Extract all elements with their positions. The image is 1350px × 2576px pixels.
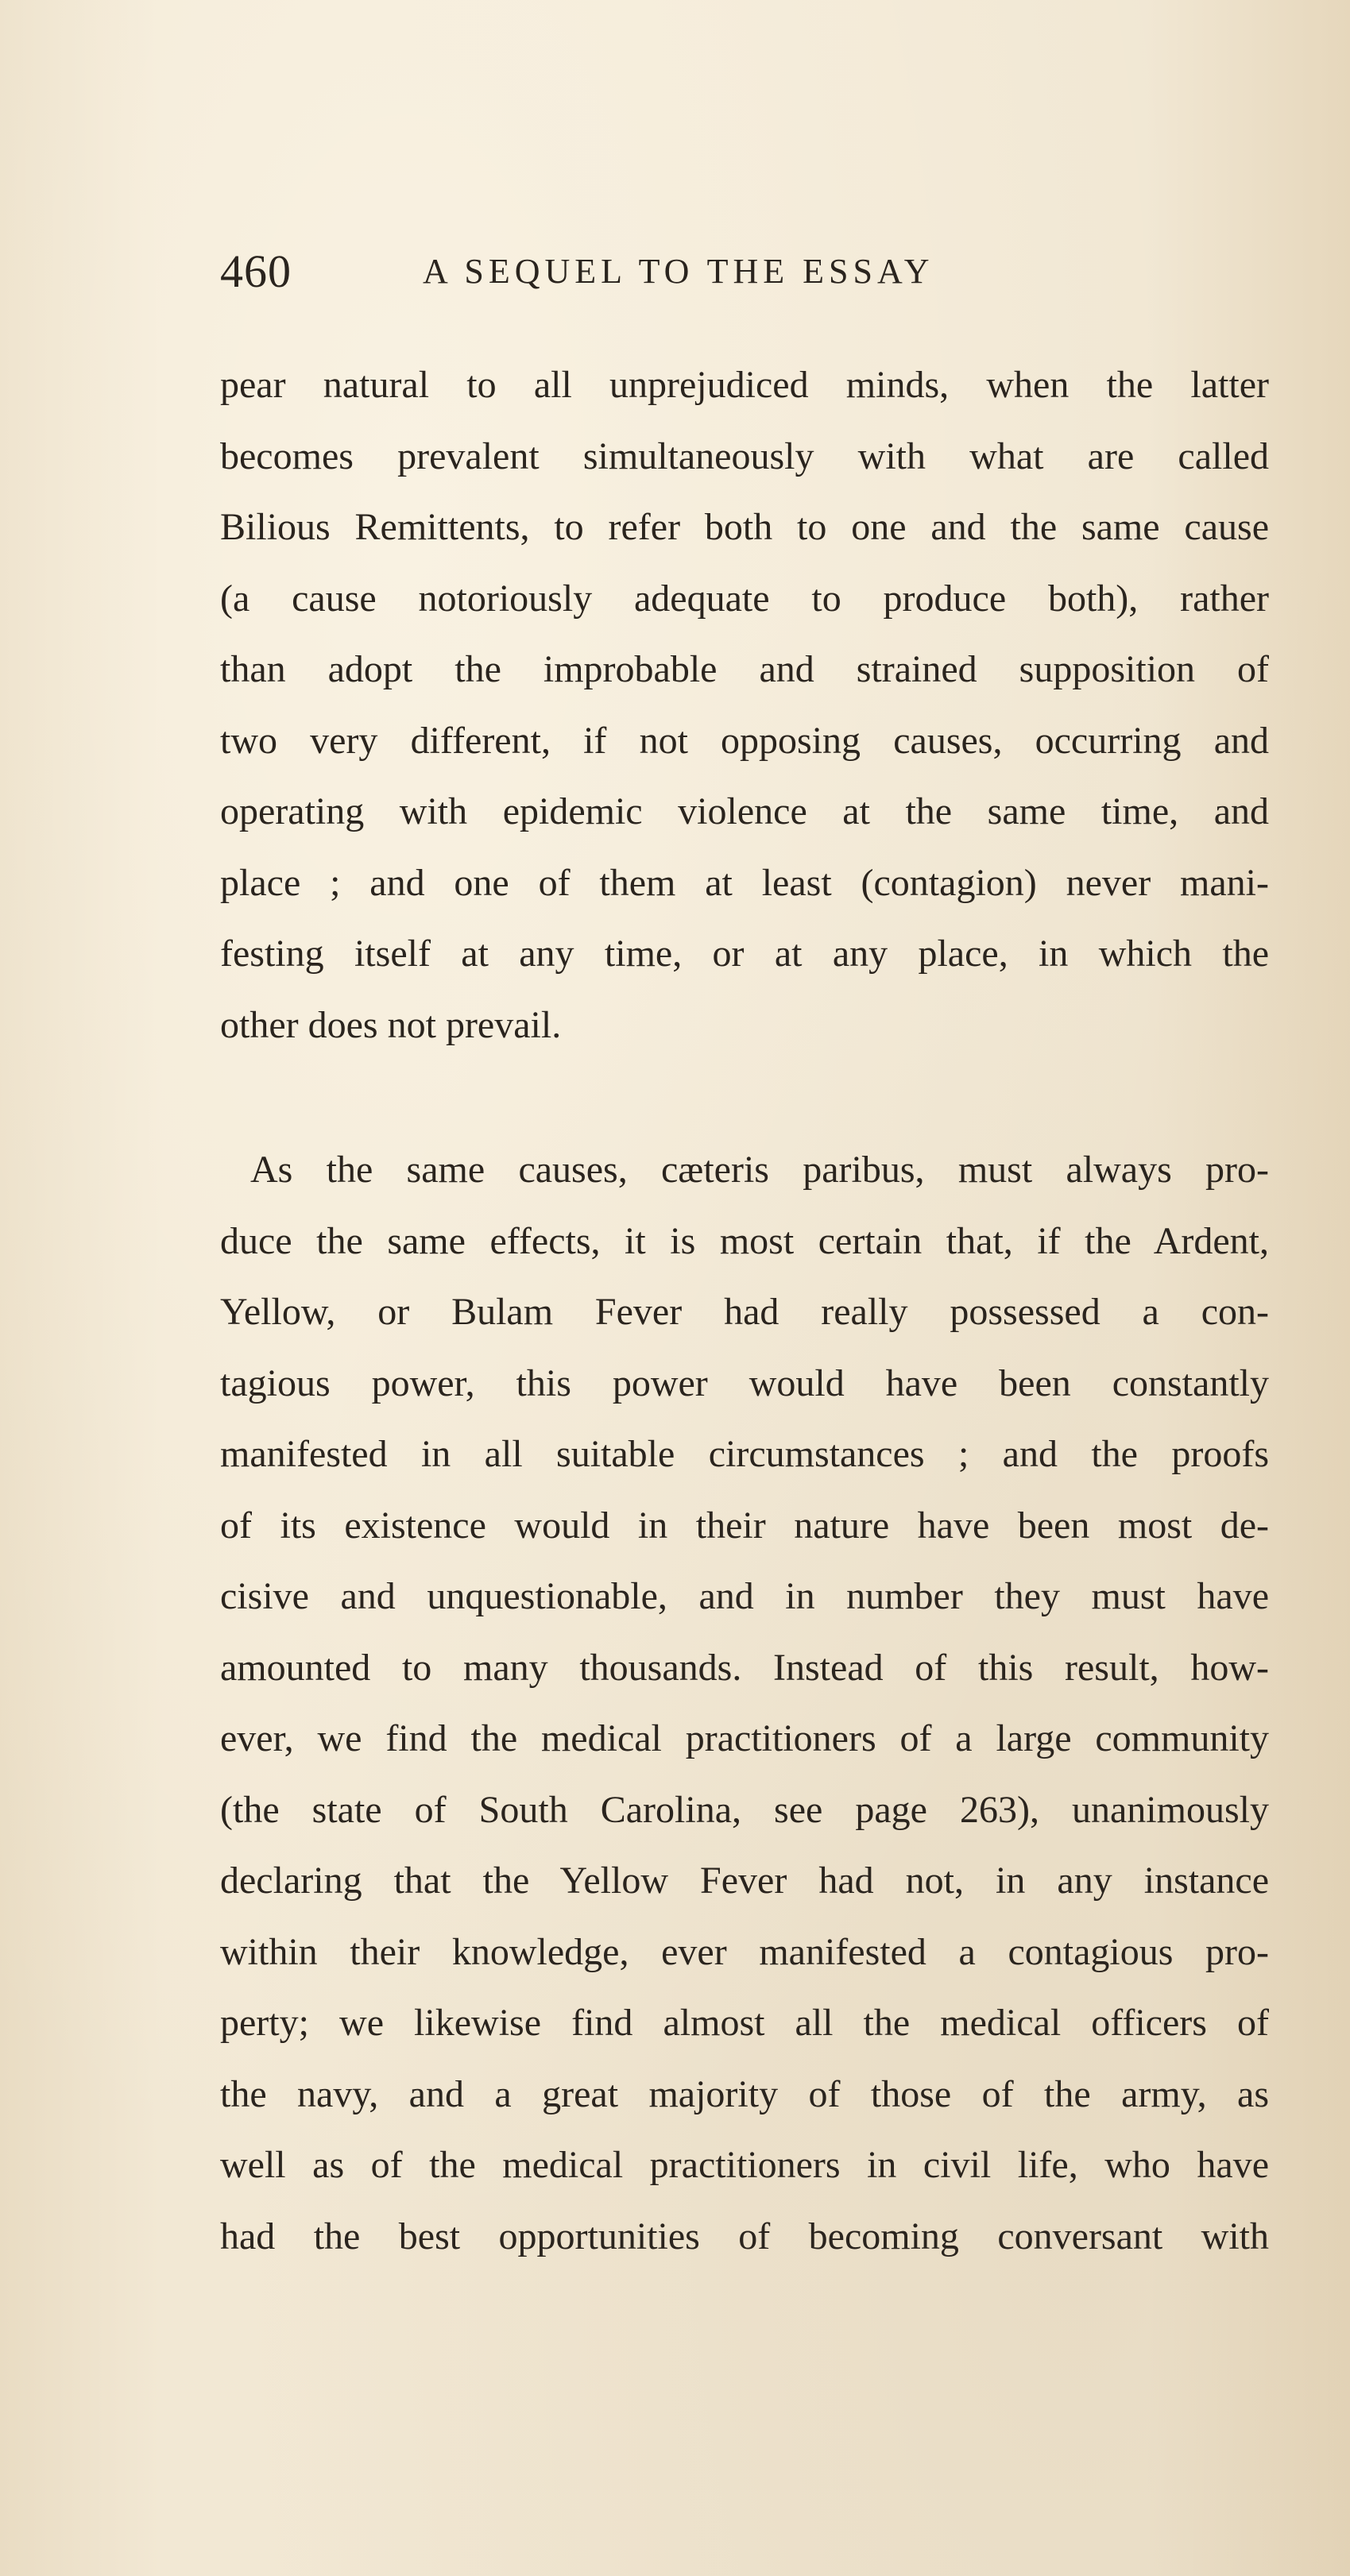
text-line: than adopt the improbable and strained supposition of (220, 648, 1269, 690)
paragraph-1 (220, 350, 1269, 1060)
text-line: the navy, and a great majority of those of the army, as (220, 2072, 1269, 2115)
text-line: Bilious Remittents, to refer both to one and the same cause (220, 506, 1269, 548)
paragraph-2 (220, 1134, 1269, 2272)
text-line: other does not prevail. (220, 1003, 562, 1046)
text-line: of its existence would in their nature have been most de- (220, 1504, 1269, 1547)
text-line: (the state of South Carolina, see page 263), unanimously (220, 1788, 1269, 1831)
text-line: amounted to many thousands. Instead of this result, how- (220, 1646, 1269, 1689)
text-line: (a cause notoriously adequate to produce both), rather (220, 577, 1269, 620)
text-line: tagious power, this power would have been constantly (220, 1361, 1269, 1404)
text-line: ever, we find the medical practitioners of a large community (220, 1717, 1269, 1759)
text-line: two very different, if not opposing causes, occurring and (220, 719, 1269, 762)
text-line: had the best opportunities of becoming conversant with (220, 2215, 1269, 2257)
text-line: As the same causes, cæteris paribus, must always pro- (250, 1149, 1269, 1191)
page-number: 460 (220, 245, 292, 297)
text-line: pear natural to all unprejudiced minds, when the latter (220, 364, 1269, 406)
text-line: manifested in all suitable circumstances ; and the proofs (220, 1433, 1269, 1475)
paragraph-gap (220, 1060, 1269, 1134)
running-title: A SEQUEL TO THE ESSAY (423, 252, 934, 291)
body-text (220, 350, 1269, 2272)
text-line: declaring that the Yellow Fever had not, in any instance (220, 1860, 1269, 1902)
text-line: festing itself at any time, or at any place, in which the (220, 933, 1269, 975)
text-line: operating with epidemic violence at the same time, and (220, 790, 1269, 832)
text-line: place ; and one of them at least (contagion) never mani- (220, 861, 1269, 904)
running-head (220, 240, 1269, 303)
text-line: becomes prevalent simultaneously with what are called (220, 434, 1269, 477)
text-line: Yellow, or Bulam Fever had really possessed a con- (220, 1291, 1269, 1333)
text-line: cisive and unquestionable, and in number they must have (220, 1575, 1269, 1617)
text-line: perty; we likewise find almost all the medical officers of (220, 2002, 1269, 2044)
text-line: within their knowledge, ever manifested a contagious pro- (220, 1930, 1269, 1973)
text-line: well as of the medical practitioners in civil life, who have (220, 2144, 1269, 2186)
text-line: duce the same effects, it is most certain that, if the Ardent, (220, 1219, 1269, 1262)
